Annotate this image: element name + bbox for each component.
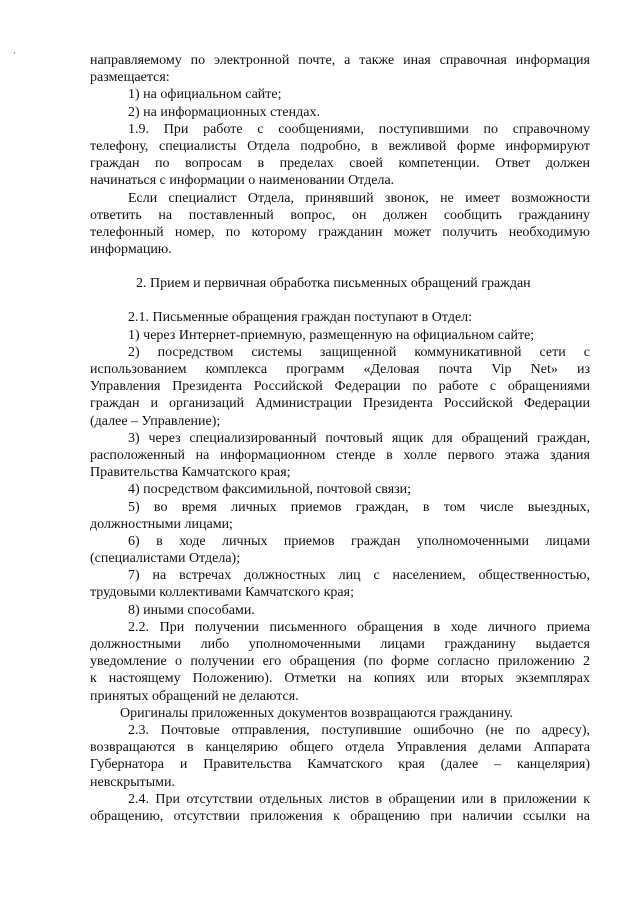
paragraph-start: 1.9. При работе с сообщениями, поступившими по справочному [128, 121, 590, 137]
spacer [90, 258, 590, 275]
text-line: трудовыми коллективами Камчатского края; [90, 585, 354, 601]
text-line: направляемому по электронной почте, а также иная справочная информация [90, 53, 590, 68]
text-line: Правительства Камчатского края; [90, 465, 291, 481]
paragraph-start: 2.3. Почтовые отправления, поступившие ошибочно (не по адресу), [128, 722, 590, 738]
text-line: должностными либо уполномоченными лицами гражданину выдается [90, 637, 590, 652]
text-line: (далее – Управление); [90, 413, 221, 429]
paragraph-start: Оригиналы приложенных документов возвращаются гражданину. [120, 705, 514, 721]
list-item: 8) иными способами. [128, 602, 255, 618]
list-item: 1) через Интернет-приемную, размещенную на официальном сайте; [128, 327, 535, 343]
text-line: использованием комплекса программ «Деловая почта Vip Net» из [90, 362, 590, 377]
text-line: ответить на поставленный вопрос, он должен сообщить гражданину [90, 207, 590, 223]
text-line: телефону, специалисты Отдела подробно, в вежливой форме информируют [90, 138, 590, 154]
list-item: 2) на информационных стендах. [128, 104, 320, 120]
text-line: размещается: [90, 70, 170, 86]
text-line: невскрытыми. [90, 774, 176, 790]
list-item: 2) посредством системы защищенной коммуникативной сети с [128, 344, 590, 360]
text-line: расположенный на информационном стенде в холле первого этажа здания [90, 447, 590, 463]
scan-speck [14, 52, 15, 54]
list-item: 6) в ходе личных приемов граждан уполномоченными лицами [128, 533, 590, 549]
paragraph-start: 2.2. При получении письменного обращения в ходе личного приема [128, 619, 590, 635]
paragraph-start: 2.1. Письменные обращения граждан поступают в Отдел: [128, 310, 473, 326]
text-line: Губернатора и Правительства Камчатского края (далее – канцелярия) [90, 757, 590, 773]
spacer [90, 292, 590, 309]
text-line: обращению, отсутствии приложения к обращению при наличии ссылки на [90, 808, 590, 824]
list-item: 1) на официальном сайте; [128, 87, 282, 103]
text-line: принятых обращений не делаются. [90, 688, 299, 704]
text-line: граждан по вопросам в пределах своей компетенции. Ответ должен [90, 156, 590, 172]
text-line: граждан и организаций Администрации Президента Российской Федерации [90, 396, 590, 412]
list-item: 3) через специализированный почтовый ящик для обращений граждан, [128, 430, 590, 446]
text-line: возвращаются в канцелярию общего отдела Управления делами Аппарата [90, 740, 590, 756]
section-heading: 2. Прием и первичная обработка письменных обращений граждан [136, 276, 531, 292]
text-line: уведомление о получении его обращения (по форме согласно приложению 2 [90, 654, 590, 670]
text-line: начинаться с информации о наименовании Отдела. [90, 173, 395, 189]
list-item: 4) посредством факсимильной, почтовой связи; [128, 482, 412, 498]
text-line: к настоящему Положению). Отметки на копиях или вторых экземплярах [90, 671, 590, 687]
paragraph-start: 2.4. При отсутствии отдельных листов в обращении или в приложении к [128, 791, 590, 807]
paragraph-start: Если специалист Отдела, принявший звонок, не имеет возможности [128, 190, 590, 206]
text-line: Управления Президента Российской Федерации по работе с обращениями [90, 379, 590, 395]
text-line: телефонный номер, по которому гражданин может получить необходимую [90, 224, 590, 240]
text-line: информацию. [90, 242, 172, 258]
list-item: 5) во время личных приемов граждан, в том числе выездных, [128, 499, 590, 515]
document-page [90, 52, 590, 825]
text-line: (специалистами Отдела); [90, 551, 241, 567]
list-item: 7) на встречах должностных лиц с населением, общественностью, [128, 568, 590, 584]
text-line: должностными лицами; [90, 516, 233, 532]
